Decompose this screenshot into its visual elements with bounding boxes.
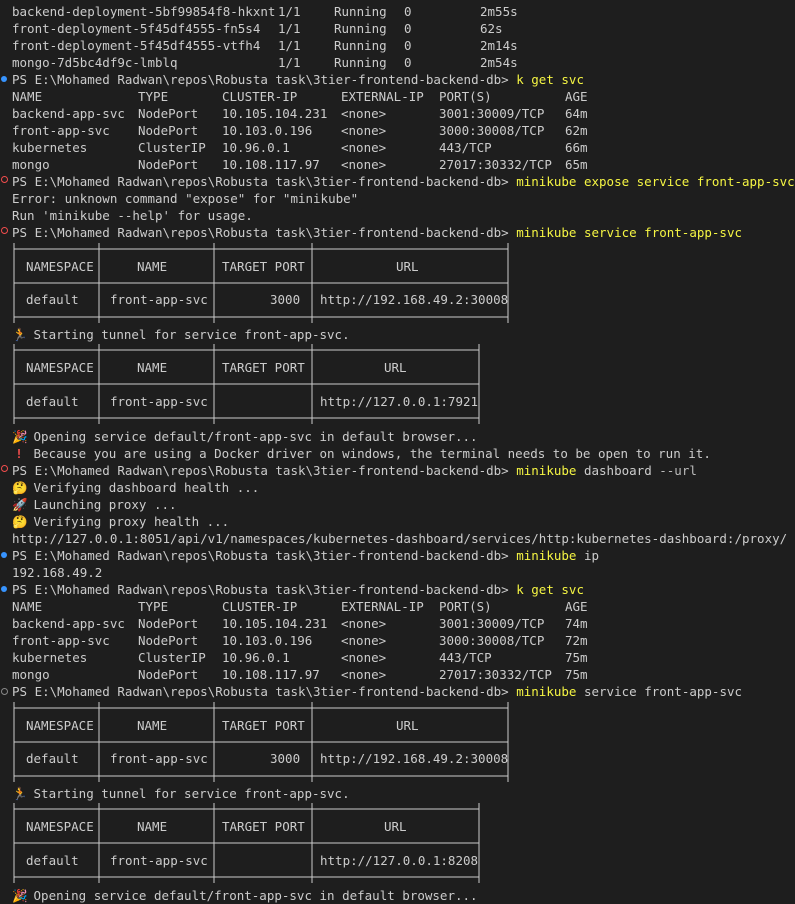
prompt-line: PS E:\Mohamed Radwan\repos\Robusta task\3tier-frontend-backend-db> k get svc (12, 72, 584, 87)
terminal-output[interactable]: backend-deployment-5bf99854f8-hkxnt 1/1 Running 0 2m55s front-deployment-5f45df4555-fn5s4 1/1 Running 0 62s front-deployment-5f45df4555-vtfh4 1/1 Running 0 2m14s mongo-7d5bc4df9c-lmblq 1/1 Running 0 2m54s PS E:\Mohamed Radwan\repos\Robusta task\3tier-frontend-backend-db> k get svc NAME TYPE CLUSTER-IP EXTERNAL-IP PORT(S) AGE backend-app-svc NodePort 10.105.104.231 <none> 3001:30009/TCP 64m front-app-svc NodePort 10.103.0.196 <none> 3000:30008/TCP 62m kubernetes ClusterIP 10.96.0.1 <none> 443/TCP 66m mongo NodePort 10.108.117.97 <none> 27017:30332/TCP 65m PS E:\Mohamed Radwan\repos\Robusta task\3tier-frontend-backend-db> minikube expose service front-app-svc Error: unknown command "expose" for "minikube" Run 'minikube --help' for usage. PS E:\Mohamed Radwan\repos\Robusta task\3tier-frontend-backend-db> minikube service front-app-svc NAMESPACE NAME TARGET PORT URL default front-app-svc 3000 http://192.168.49.2:30008 🏃 Starting tunnel for service front-app-svc. NAMESPACE NAME TARGET PORT URL default front-app-svc http://127.0.0.1:7921 🎉 Opening service default/front-app-svc in default browser... ! Because you are using a Docker driver on windows, the terminal needs to be open to run it. PS E:\Mohamed Radwan\repos\Robusta task\3tier-frontend-backend-db> minikube dashboard --url 🤔 Verifying dashboard health ... 🚀 Launching proxy ... 🤔 Verifying proxy health ... http://127.0.0.1:8051/api/v1/namespaces/kubernetes-dashboard/services/http:kubernetes-dashboard:/proxy/ PS E:\Mohamed Radwan\repos\Robusta task\3tier-frontend-backend-db> minikube ip 192.168.49.2 PS E:\Mohamed Radwan\repos\Robusta task\3tier-frontend-backend-db> k get svc NAME TYPE CLUSTER-IP EXTERNAL-IP PORT(S) AGE backend-app-svc NodePort 10.105.104.231 <none> 3001:30009/TCP 74m front-app-svc NodePort 10.103.0.196 <none> 3000:30008/TCP 72m kubernetes ClusterIP 10.96.0.1 <none> 443/TCP 75m mongo NodePort 10.108.117.97 <none> 27017:30332/TCP 75m PS E:\Mohamed Radwan\repos\Robusta task\3tier-frontend-backend-db> minikube service front-app-svc NAMESPACE NAME TARGET PORT URL default front-app-svc 3000 http://192.168.49.2:30008 🏃 Starting tunnel for service front-app-svc. NAMESPACE NAME TARGET PORT URL default front-app-svc http://127.0.0.1:8208 🎉 Opening service default/front-app-svc in default browser... (0, 0, 751, 904)
proxy-message: 🤔 Verifying proxy health ... (12, 514, 230, 529)
table-borders (12, 342, 482, 427)
open-browser-message: 🎉 Opening service default/front-app-svc in default browser... (12, 429, 478, 444)
command-text: minikube service front-app-svc (516, 225, 743, 240)
verify-message: 🤔 Verifying dashboard health ... (12, 480, 260, 495)
command-text: minikube (516, 548, 577, 563)
thinking-face-icon: 🤔 (12, 514, 28, 529)
running-status-icon (1, 688, 8, 695)
table-borders (12, 801, 482, 886)
service-table (12, 241, 512, 326)
tunnel-message: 🏃 Starting tunnel for service front-app-svc. (12, 786, 350, 801)
running-person-icon: 🏃 (12, 786, 28, 801)
launch-message: 🚀 Launching proxy ... (12, 497, 177, 512)
header-name: NAME (137, 259, 168, 274)
ip-output: 192.168.49.2 (12, 565, 103, 580)
cell-url[interactable]: http://127.0.0.1:7921 (320, 394, 479, 409)
docker-warning: ! Because you are using a Docker driver on windows, the terminal needs to be open to run it. (12, 445, 711, 462)
service-table (12, 700, 512, 785)
command-text: k get svc (516, 72, 584, 87)
header-name: NAME (137, 360, 168, 375)
party-popper-icon: 🎉 (12, 429, 28, 444)
header-target-port: TARGET PORT (222, 360, 305, 375)
open-browser-message: 🎉 Opening service default/front-app-svc in default browser... (12, 888, 478, 903)
command-text: k get svc (516, 582, 584, 597)
rocket-icon: 🚀 (12, 497, 28, 512)
success-status-icon (1, 586, 7, 592)
error-hint: Run 'minikube --help' for usage. (12, 208, 253, 223)
cell-namespace: default (26, 292, 79, 307)
cell-url[interactable]: http://192.168.49.2:30008 (320, 751, 509, 766)
cell-namespace: default (26, 853, 79, 868)
header-url: URL (384, 819, 407, 834)
cell-name: front-app-svc (110, 394, 208, 409)
header-name: NAME (137, 718, 168, 733)
cell-name: front-app-svc (110, 853, 208, 868)
prompt-line: PS E:\Mohamed Radwan\repos\Robusta task\3tier-frontend-backend-db> minikube dashboard --url (12, 463, 697, 478)
command-text: minikube (516, 684, 577, 699)
table-borders (12, 700, 512, 785)
table-borders (12, 241, 512, 326)
exclamation-icon: ! (15, 446, 23, 461)
thinking-face-icon: 🤔 (12, 480, 28, 495)
dashboard-url[interactable]: http://127.0.0.1:8051/api/v1/namespaces/kubernetes-dashboard/services/http:kubernetes-dashboard:/proxy/ (12, 531, 788, 546)
prompt-line: PS E:\Mohamed Radwan\repos\Robusta task\3tier-frontend-backend-db> minikube service front-app-svc (12, 684, 743, 699)
cell-name: front-app-svc (110, 751, 208, 766)
header-target-port: TARGET PORT (222, 259, 305, 274)
prompt-line: PS E:\Mohamed Radwan\repos\Robusta task\3tier-frontend-backend-db> k get svc (12, 582, 584, 597)
tunnel-message: 🏃 Starting tunnel for service front-app-svc. (12, 327, 350, 342)
service-table (12, 801, 482, 886)
header-namespace: NAMESPACE (26, 718, 94, 733)
header-target-port: TARGET PORT (222, 819, 305, 834)
error-status-icon (1, 176, 8, 183)
running-person-icon: 🏃 (12, 327, 28, 342)
command-text: minikube expose service front-app-svc (516, 174, 795, 189)
command-text: minikube (516, 463, 577, 478)
cell-target-port: 3000 (270, 751, 301, 766)
header-namespace: NAMESPACE (26, 360, 94, 375)
success-status-icon (1, 76, 7, 82)
service-table (12, 342, 482, 427)
prompt-line: PS E:\Mohamed Radwan\repos\Robusta task\3tier-frontend-backend-db> minikube expose service front-app-svc (12, 174, 795, 189)
header-url: URL (396, 259, 419, 274)
party-popper-icon: 🎉 (12, 888, 28, 903)
error-message: Error: unknown command "expose" for "minikube" (12, 191, 359, 206)
header-url: URL (384, 360, 407, 375)
success-status-icon (1, 552, 7, 558)
cell-target-port: 3000 (270, 292, 301, 307)
header-namespace: NAMESPACE (26, 259, 94, 274)
prompt-line: PS E:\Mohamed Radwan\repos\Robusta task\3tier-frontend-backend-db> minikube service front-app-svc (12, 225, 743, 240)
prompt-line: PS E:\Mohamed Radwan\repos\Robusta task\3tier-frontend-backend-db> minikube ip (12, 548, 600, 563)
cell-name: front-app-svc (110, 292, 208, 307)
cell-url[interactable]: http://192.168.49.2:30008 (320, 292, 509, 307)
header-target-port: TARGET PORT (222, 718, 305, 733)
cell-namespace: default (26, 394, 79, 409)
error-status-icon (1, 227, 8, 234)
header-url: URL (396, 718, 419, 733)
header-name: NAME (137, 819, 168, 834)
header-namespace: NAMESPACE (26, 819, 94, 834)
error-status-icon (1, 465, 8, 472)
cell-url[interactable]: http://127.0.0.1:8208 (320, 853, 479, 868)
cell-namespace: default (26, 751, 79, 766)
